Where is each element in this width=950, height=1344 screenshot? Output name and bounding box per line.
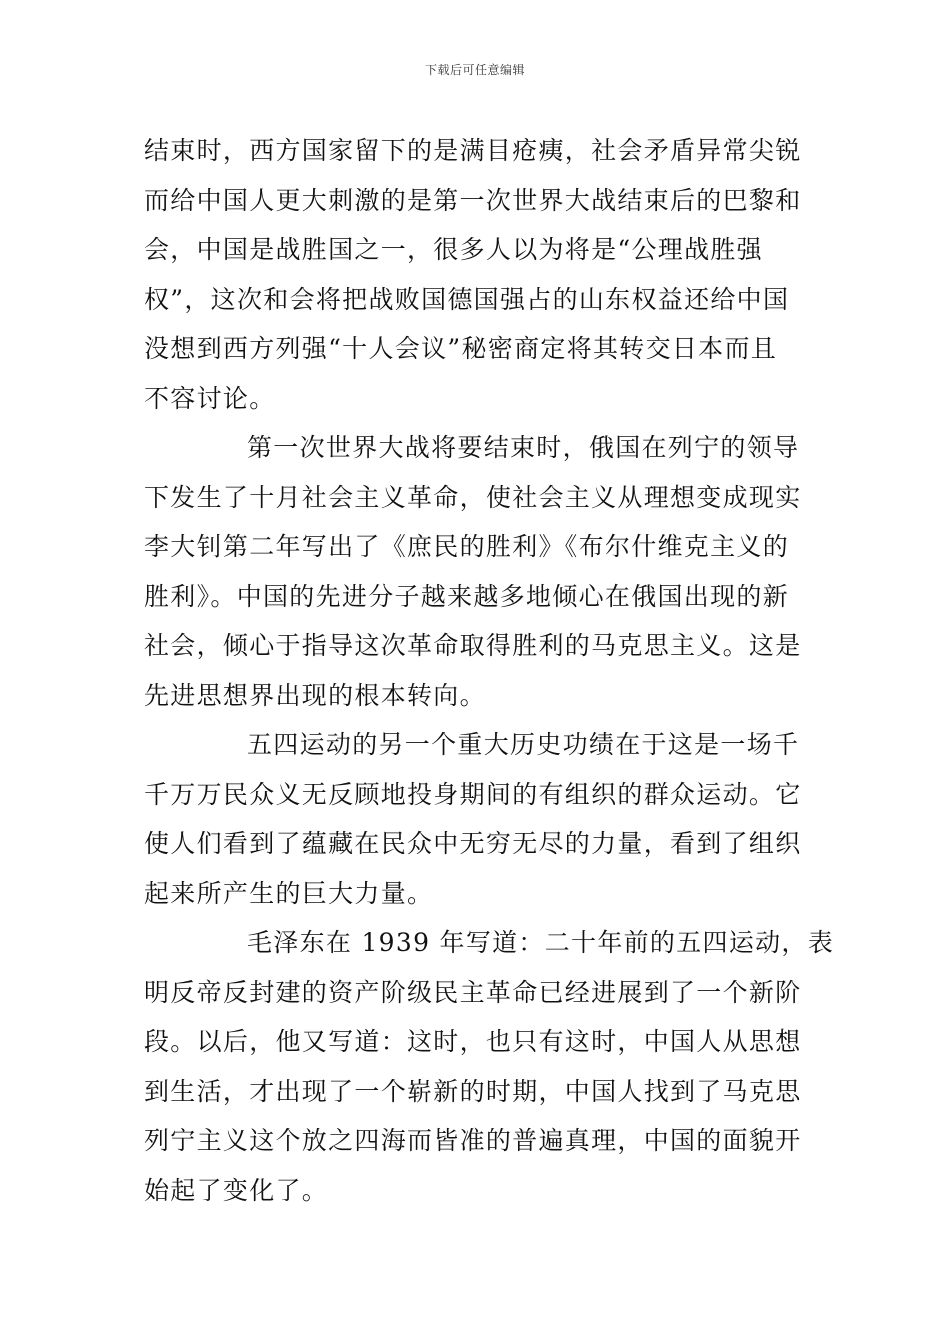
- text-line: 五四运动的另一个重大历史功绩在于这是一场千: [247, 730, 800, 759]
- text-line: 没想到西方列强“十人会议”秘密商定将其转交日本而且: [144, 334, 778, 363]
- document-body: [144, 126, 835, 1215]
- text-line: 明反帝反封建的资产阶级民主革命已经进展到了一个新阶: [144, 977, 802, 1007]
- text-line: 起来所产生的巨大力量。: [144, 878, 434, 908]
- text-line: 第一次世界大战将要结束时，俄国在列宁的领导: [247, 433, 800, 462]
- text-line: 段。以后，他又写道：这时，也只有这时，中国人从思想: [144, 1027, 802, 1056]
- paragraph-2: [144, 423, 806, 720]
- text-line: 社会，倾心于指导这次革命取得胜利的马克思主义。这是: [144, 631, 802, 660]
- text-line: 使人们看到了蕴藏在民众中无穷无尽的力量，看到了组织: [144, 829, 802, 858]
- text-line: 不容讨论。: [144, 383, 276, 413]
- text-line: 会，中国是战胜国之一，很多人以为将是“公理战胜强: [144, 235, 763, 264]
- text-line: 结束时，西方国家留下的是满目疮痍，社会矛盾异常尖锐: [144, 136, 802, 165]
- paragraph-1: [144, 126, 806, 423]
- text-line: 而给中国人更大刺激的是第一次世界大战结束后的巴黎和: [144, 185, 802, 215]
- text-line: 毛泽东在 1939 年写道：二十年前的五四运动，表: [247, 928, 835, 957]
- text-line: 先进思想界出现的根本转向。: [144, 680, 486, 710]
- text-line: 始起了变化了。: [144, 1175, 329, 1205]
- text-line: 到生活，才出现了一个崭新的时期，中国人找到了马克思: [144, 1076, 802, 1106]
- text-line: 李大钊第二年写出了《庶民的胜利》《布尔什维克主义的: [144, 532, 790, 561]
- text-line: 权”，这次和会将把战败国德国强占的山东权益还给中国: [144, 284, 790, 314]
- paragraph-4: [144, 918, 835, 1215]
- text-line: 列宁主义这个放之四海而皆准的普遍真理，中国的面貌开: [144, 1126, 802, 1155]
- text-line: 下发生了十月社会主义革命，使社会主义从理想变成现实: [144, 482, 802, 512]
- text-line: 胜利》。中国的先进分子越来越多地倾心在俄国出现的新: [144, 581, 790, 611]
- page-header: 下载后可任意编辑: [424, 63, 525, 77]
- paragraph-3: [144, 720, 806, 918]
- text-line: 千万万民众义无反顾地投身期间的有组织的群众运动。它: [144, 779, 802, 809]
